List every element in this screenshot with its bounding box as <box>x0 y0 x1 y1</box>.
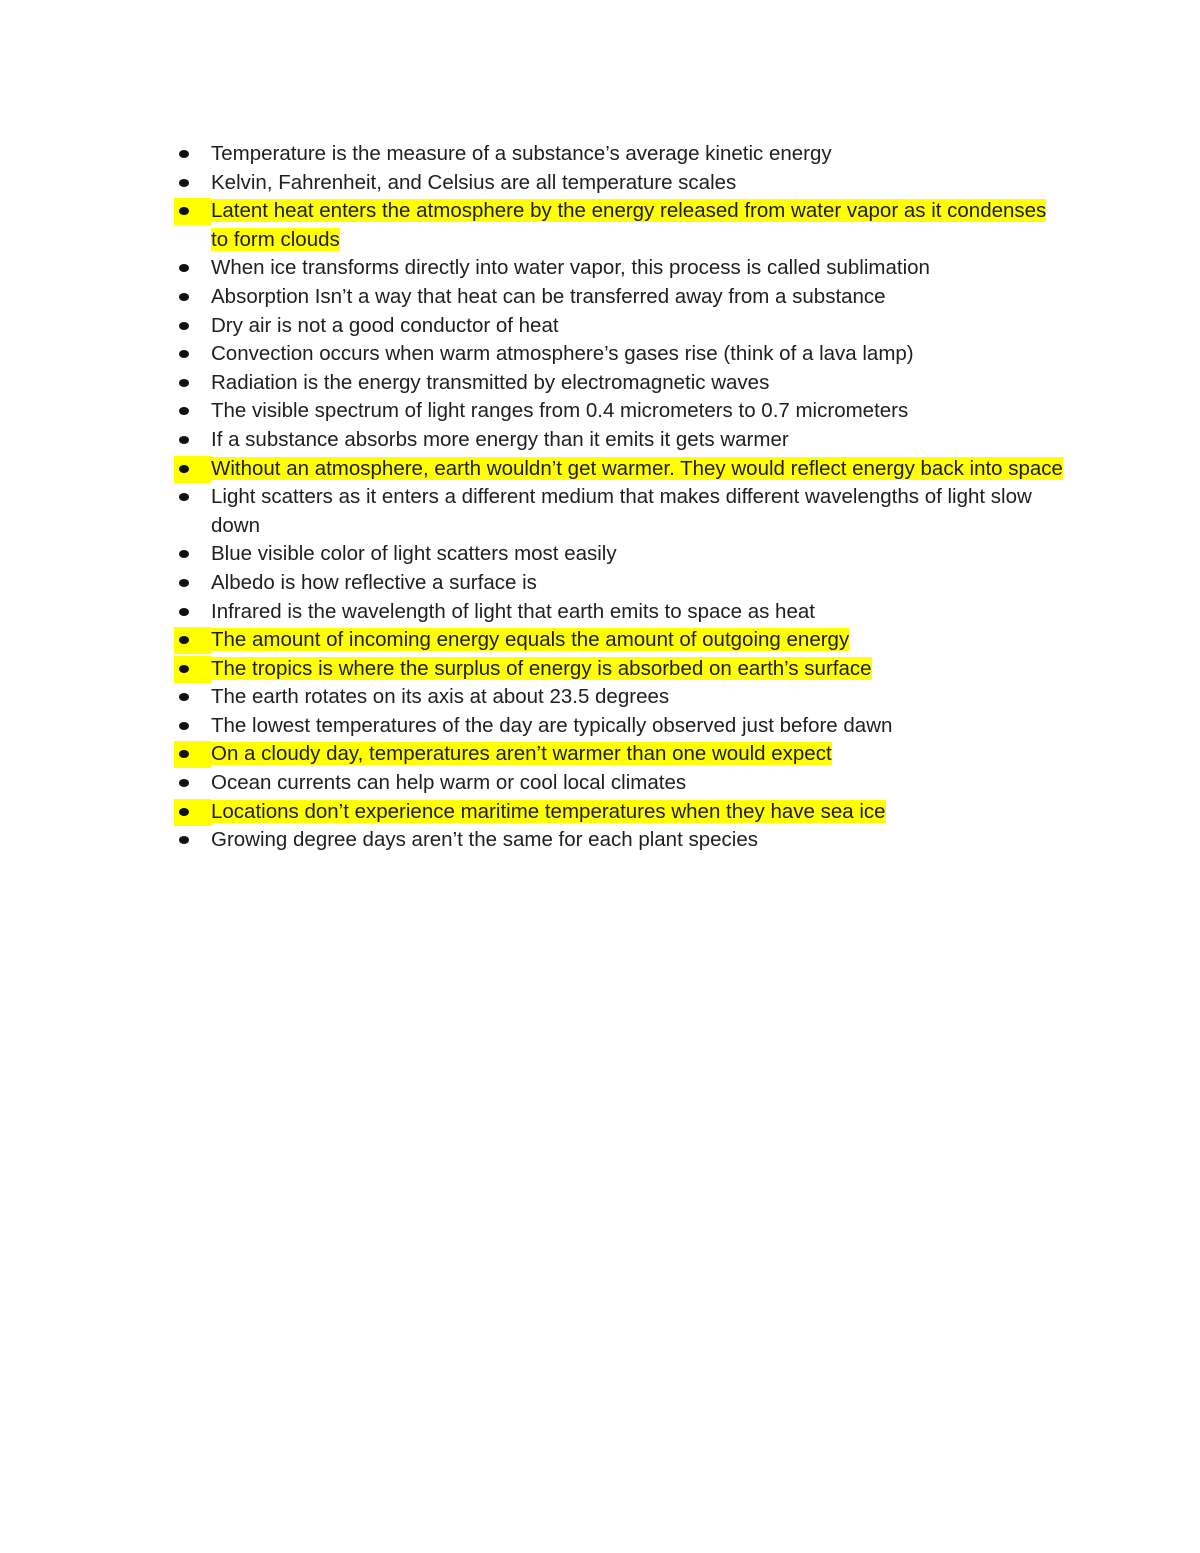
list-item <box>174 540 1064 569</box>
bullet-icon <box>179 550 189 558</box>
list-item <box>174 712 1064 741</box>
list-item-text: The visible spectrum of light ranges from 0.4 micrometers to 0.7 micrometers <box>211 399 909 423</box>
list-item-text: Light scatters as it enters a different medium that makes different wavelengths of light slow down <box>211 485 1032 537</box>
highlighted-list-item <box>174 626 1064 655</box>
list-item-text: Growing degree days aren’t the same for each plant species <box>211 828 758 852</box>
list-item <box>174 369 1064 398</box>
list-item <box>174 140 1064 169</box>
bullet-icon <box>179 293 189 301</box>
bullet-icon <box>179 150 189 158</box>
list-item <box>174 569 1064 598</box>
list-item <box>174 283 1064 312</box>
list-item <box>174 426 1064 455</box>
list-item <box>174 340 1064 369</box>
bullet-icon <box>179 493 189 501</box>
bullet-icon <box>179 665 189 673</box>
list-item <box>174 826 1064 855</box>
list-item <box>174 169 1064 198</box>
list-item-text: Without an atmosphere, earth wouldn’t get warmer. They would reflect energy back into space <box>211 456 1063 480</box>
highlighted-list-item <box>174 740 1064 769</box>
list-item-text: The tropics is where the surplus of energy is absorbed on earth’s surface <box>211 656 872 680</box>
list-item-text: Locations don’t experience maritime temperatures when they have sea ice <box>211 799 886 823</box>
list-item <box>174 769 1064 798</box>
highlighted-list-item <box>174 455 1064 484</box>
bullet-icon <box>179 779 189 787</box>
list-item-text: Convection occurs when warm atmosphere’s gases rise (think of a lava lamp) <box>211 342 914 366</box>
notes-list <box>174 140 1064 855</box>
list-item-text: Infrared is the wavelength of light that earth emits to space as heat <box>211 599 815 623</box>
list-item <box>174 598 1064 627</box>
bullet-icon <box>179 436 189 444</box>
highlighted-list-item <box>174 655 1064 684</box>
list-item-text: Dry air is not a good conductor of heat <box>211 313 559 337</box>
bullet-icon <box>179 579 189 587</box>
list-item-text: Radiation is the energy transmitted by electromagnetic waves <box>211 370 770 394</box>
list-item <box>174 397 1064 426</box>
bullet-icon <box>179 179 189 187</box>
bullet-icon <box>179 407 189 415</box>
bullet-icon <box>179 808 189 816</box>
list-item-text: Ocean currents can help warm or cool local climates <box>211 771 687 795</box>
bullet-icon <box>179 465 189 473</box>
bullet-icon <box>179 264 189 272</box>
list-item-text: The lowest temperatures of the day are typically observed just before dawn <box>211 713 893 737</box>
list-item <box>174 483 1064 540</box>
bullet-icon <box>179 836 189 844</box>
bullet-icon <box>179 693 189 701</box>
bullet-icon <box>179 322 189 330</box>
list-item <box>174 254 1064 283</box>
list-item-text: Temperature is the measure of a substance’s average kinetic energy <box>211 142 832 165</box>
bullet-icon <box>179 608 189 616</box>
bullet-icon <box>179 379 189 387</box>
list-item-text: Kelvin, Fahrenheit, and Celsius are all temperature scales <box>211 170 737 194</box>
bullet-icon <box>179 722 189 730</box>
list-item-text: If a substance absorbs more energy than it emits it gets warmer <box>211 427 789 451</box>
list-item <box>174 683 1064 712</box>
list-item-text: Albedo is how reflective a surface is <box>211 570 537 594</box>
highlighted-list-item <box>174 798 1064 827</box>
list-item-text: The amount of incoming energy equals the amount of outgoing energy <box>211 628 850 652</box>
list-item-text: The earth rotates on its axis at about 23.5 degrees <box>211 685 670 709</box>
highlighted-list-item <box>174 197 1064 254</box>
list-item-text: Absorption Isn’t a way that heat can be transferred away from a substance <box>211 284 886 308</box>
list-item-text: Blue visible color of light scatters most easily <box>211 542 617 566</box>
list-item <box>174 312 1064 341</box>
list-item-text: On a cloudy day, temperatures aren’t warmer than one would expect <box>211 742 832 766</box>
list-item-text: When ice transforms directly into water vapor, this process is called sublimation <box>211 256 930 280</box>
list-item-text: Latent heat enters the atmosphere by the energy released from water vapor as it condenses to form clouds <box>211 199 1047 251</box>
bullet-icon <box>179 350 189 358</box>
